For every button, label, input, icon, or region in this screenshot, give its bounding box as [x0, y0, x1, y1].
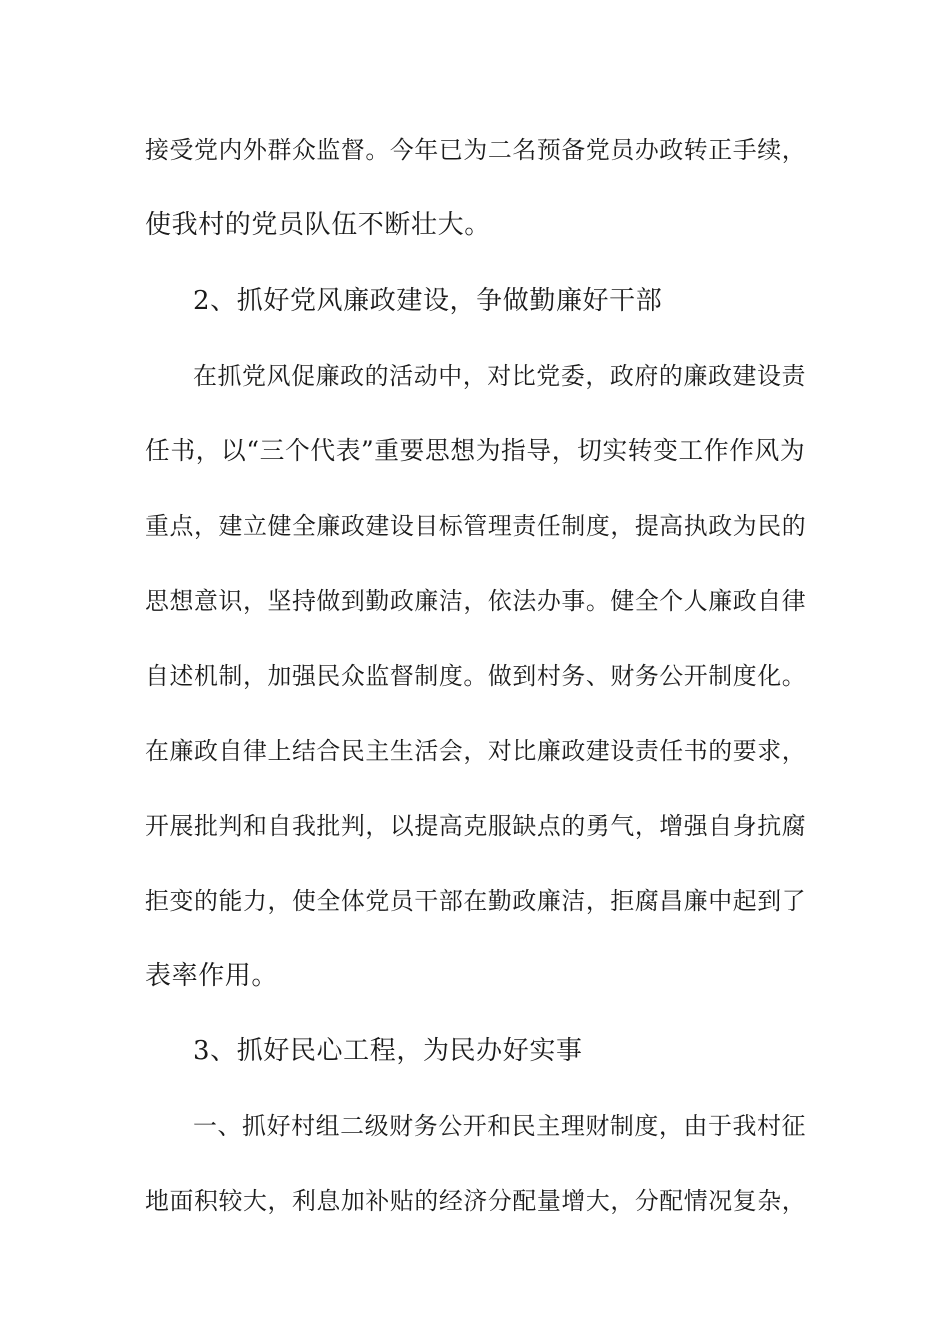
paragraph-line: 在抓党风促廉政的活动中，对比党委，政府的廉政建设责: [193, 362, 807, 390]
paragraph-line: 在廉政自律上结合民主生活会，对比廉政建设责任书的要求，: [145, 737, 807, 765]
paragraph-line: 重点，建立健全廉政建设目标管理责任制度，提高执政为民的: [145, 512, 807, 540]
paragraph-line: 一、抓好村组二级财务公开和民主理财制度，由于我村征: [193, 1112, 807, 1140]
paragraph-line: 使我村的党员队伍不断壮大。: [145, 210, 491, 240]
paragraph-line: 任书，以“三个代表”重要思想为指导，切实转变工作作风为: [145, 436, 806, 465]
paragraph-line: 拒变的能力，使全体党员干部在勤政廉洁，拒腐昌廉中起到了: [145, 887, 807, 915]
paragraph-line: 思想意识，坚持做到勤政廉洁，依法办事。健全个人廉政自律: [145, 587, 807, 615]
section-heading: 3、抓好民心工程，为民办好实事: [193, 1036, 583, 1066]
section-heading: 2、抓好党风廉政建设，争做勤廉好干部: [193, 286, 663, 316]
paragraph-line: 接受党内外群众监督。今年已为二名预备党员办政转正手续，: [145, 136, 807, 164]
paragraph-line: 表率作用。: [145, 961, 279, 991]
paragraph-line: 自述机制，加强民众监督制度。做到村务、财务公开制度化。: [145, 662, 807, 690]
paragraph-line: 地面积较大，利息加补贴的经济分配量增大，分配情况复杂，: [145, 1187, 807, 1215]
paragraph-line: 开展批判和自我批判，以提高克服缺点的勇气，增强自身抗腐: [145, 812, 807, 840]
